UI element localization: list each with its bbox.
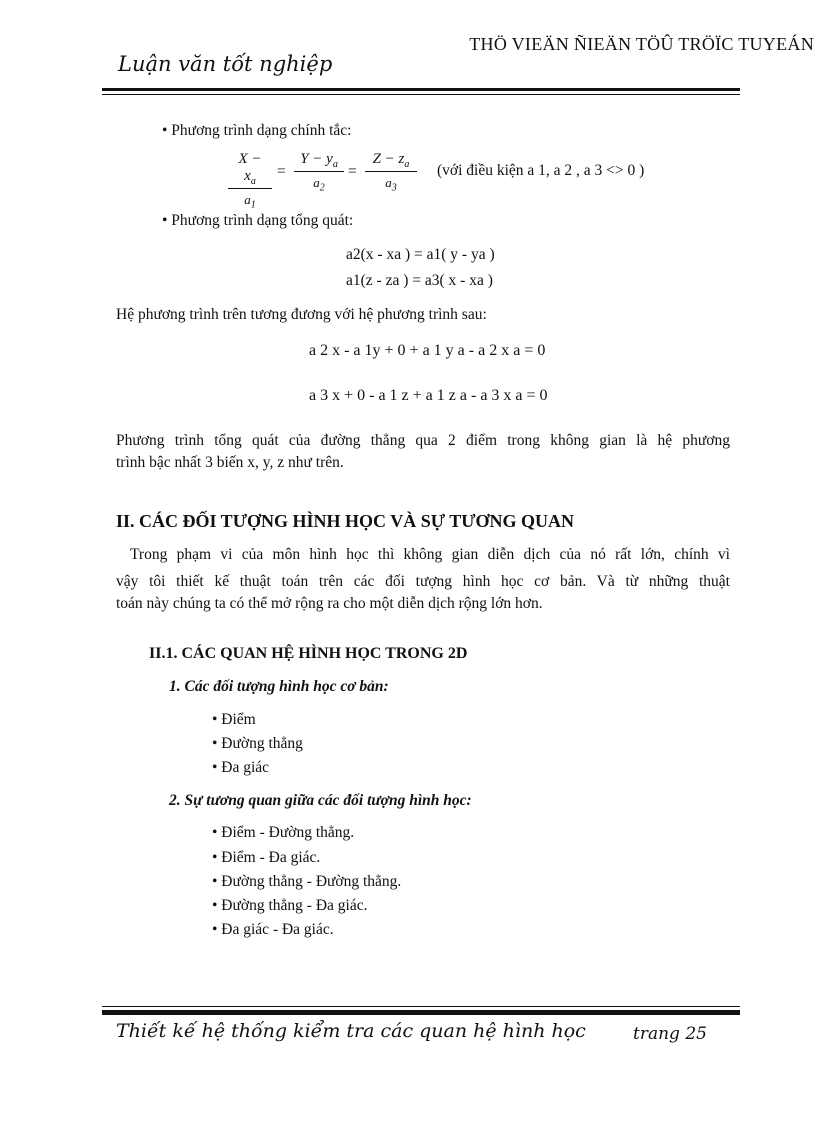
section-heading-ii: II. CÁC ĐỐI TƯỢNG HÌNH HỌC VÀ SỰ TƯƠNG QUAN xyxy=(116,511,575,531)
list-item: • Đa giác xyxy=(212,759,270,776)
fraction-z-numerator: Z − z xyxy=(372,151,405,167)
fraction-y-denominator-sub: 2 xyxy=(319,182,325,194)
fraction-z-numerator-sub: a xyxy=(404,159,410,170)
list-item: • Điểm - Đa giác. xyxy=(212,849,321,866)
header-title: Luận văn tốt nghiệp xyxy=(118,52,333,76)
intro-paragraph-line-1: Trong phạm vi của môn hình học thì không gian diễn dịch của nó rất lớn, chính vì xyxy=(130,546,730,563)
canonical-condition: (với điều kiện a 1, a 2 , a 3 <> 0 ) xyxy=(437,162,645,179)
fraction-x-numerator: X − x xyxy=(238,151,262,184)
item-1-title: 1. Các đối tượng hình học cơ bản: xyxy=(169,678,389,695)
list-item: • Điểm xyxy=(212,711,256,728)
fraction-z-denominator: a xyxy=(385,175,392,190)
equals-sign-2: = xyxy=(348,163,357,180)
subsection-heading-ii-1: II.1. CÁC QUAN HỆ HÌNH HỌC TRONG 2D xyxy=(149,645,468,662)
list-item: • Điểm - Đường thẳng. xyxy=(212,824,355,841)
system-equation-1: a 2 x - a 1y + 0 + a 1 y a - a 2 x a = 0 xyxy=(309,342,546,359)
fraction-x xyxy=(228,151,272,211)
watermark-text: THÖ VIEÄN ÑIEÄN TÖÛ TRÖÏC TUYEÁN xyxy=(469,34,814,54)
fraction-y xyxy=(294,151,344,194)
page-number: trang 25 xyxy=(633,1024,707,1044)
fraction-x-denominator-sub: 1 xyxy=(250,199,256,211)
footer-title: Thiết kế hệ thống kiểm tra các quan hệ hình học xyxy=(116,1020,586,1042)
header-rule-thick xyxy=(102,88,740,91)
equals-sign-1: = xyxy=(277,163,286,180)
fraction-y-numerator: Y − y xyxy=(300,151,333,167)
header-rule-thin xyxy=(102,94,740,95)
equivalence-text: Hệ phương trình trên tương đương với hệ phương trình sau: xyxy=(116,306,487,323)
bullet-canonical-form: • Phương trình dạng chính tắc: xyxy=(162,122,352,139)
fraction-z-denominator-sub: 3 xyxy=(391,182,397,194)
fraction-x-numerator-sub: a xyxy=(250,176,256,187)
footer-rule-thin xyxy=(102,1006,740,1007)
fraction-x-denominator: a xyxy=(244,192,251,207)
list-item: • Đường thẳng xyxy=(212,735,303,752)
general-equation-1: a2(x - xa ) = a1( y - ya ) xyxy=(346,246,495,263)
system-equation-2: a 3 x + 0 - a 1 z + a 1 z a - a 3 x a = 0 xyxy=(309,387,548,404)
bullet-general-form: • Phương trình dạng tổng quát: xyxy=(162,212,354,229)
intro-paragraph-line-3: toán này chúng ta có thể mở rộng ra cho một diễn dịch rộng lớn hơn. xyxy=(116,595,543,612)
conclusion-line-1: Phương trình tổng quát của đường thẳng qua 2 điểm trong không gian là hệ phương xyxy=(116,432,730,449)
intro-paragraph-line-2: vậy tôi thiết kế thuật toán trên các đối tượng hình học cơ bản. Và từ những thuật xyxy=(116,573,730,590)
fraction-y-denominator: a xyxy=(313,175,320,190)
list-item: • Đường thẳng - Đa giác. xyxy=(212,897,368,914)
general-equation-2: a1(z - za ) = a3( x - xa ) xyxy=(346,272,493,289)
footer-rule-thick xyxy=(102,1010,740,1015)
conclusion-line-2: trình bậc nhất 3 biến x, y, z như trên. xyxy=(116,454,344,471)
fraction-z xyxy=(365,151,417,194)
fraction-y-numerator-sub: a xyxy=(332,159,338,170)
list-item: • Đường thẳng - Đường thẳng. xyxy=(212,873,402,890)
list-item: • Đa giác - Đa giác. xyxy=(212,921,334,938)
item-2-title: 2. Sự tương quan giữa các đối tượng hình học: xyxy=(169,792,472,809)
